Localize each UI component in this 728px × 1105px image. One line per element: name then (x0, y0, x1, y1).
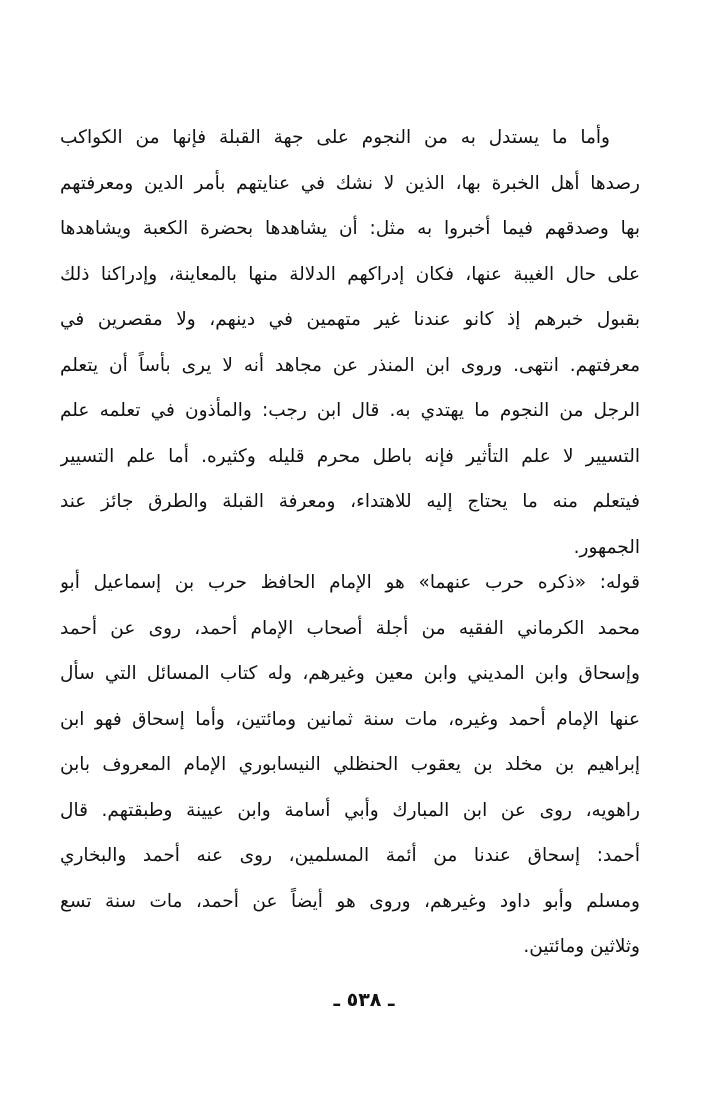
text-line: الجمهور. (573, 536, 640, 558)
page-number: ـ ٥٣٨ ـ (333, 989, 395, 1011)
text-line: ومسلم وأبو داود وغيرهم، وروى هو أيضاً عن أحمد، مات سنة تسع (60, 890, 640, 912)
text-line: بقبول خبرهم إذ كانو عندنا غير متهمين في دينهم، ولا مقصرين في (60, 309, 640, 330)
text-line: وثلاثين ومائتين. (523, 936, 640, 957)
text-line: رصدها أهل الخبرة بها، الذين لا نشك في عنايتهم بأمر الدين ومعرفتهم (60, 172, 640, 194)
text-line: التسيير لا علم التأثير فإنه باطل محرم قليله وكثيره. أما علم التسيير (60, 445, 640, 467)
text-line: فيتعلم منه ما يحتاج إليه للاهتداء، ومعرفة القبلة والطرق جائز عند (60, 491, 640, 512)
text-line: قوله: «ذكره حرب عنهما» هو الإمام الحافظ حرب بن إسماعيل أبو (60, 572, 640, 593)
text-line: وإسحاق وابن المديني وابن معين وغيرهم، وله كتاب المسائل التي سأل (60, 663, 640, 684)
text-line: محمد الكرماني الفقيه من أجلة أصحاب الإمام أحمد، روى عن أحمد (60, 617, 640, 639)
text-line: بها وصدقهم فيما أخبروا به مثل: أن يشاهدها بحضرة الكعبة ويشاهدها (60, 218, 640, 239)
text-line: إبراهيم بن مخلد بن يعقوب الحنظلي النيسابوري الإمام المعروف بابن (60, 754, 640, 775)
paragraph-qibla-stars (60, 115, 640, 570)
text-line: راهويه، روى عن ابن المبارك وأبي أسامة وابن عيينة وطبقتهم. قال (60, 799, 640, 821)
text-line: أحمد: إسحاق عندنا من أئمة المسلمين، روى عنه أحمد والبخاري (60, 845, 640, 866)
text-line: الرجل من النجوم ما يهتدي به. قال ابن رجب: والمأذون في تعلمه علم (60, 400, 640, 421)
paragraph-harb-ishaq (60, 560, 640, 970)
text-line: على حال الغيبة عنها، فكان إدراكهم الدلالة منها بالمعاينة، وإدراكنا ذلك (60, 263, 640, 285)
text-line: وأما ما يستدل به من النجوم على جهة القبلة فإنها من الكواكب (60, 127, 610, 148)
text-line: معرفتهم. انتهى. وروى ابن المنذر عن مجاهد أنه لا يرى بأساً أن يتعلم (60, 354, 640, 376)
text-line: عنها الإمام أحمد وغيره، مات سنة ثمانين ومائتين، وأما إسحاق فهو ابن (60, 708, 640, 730)
